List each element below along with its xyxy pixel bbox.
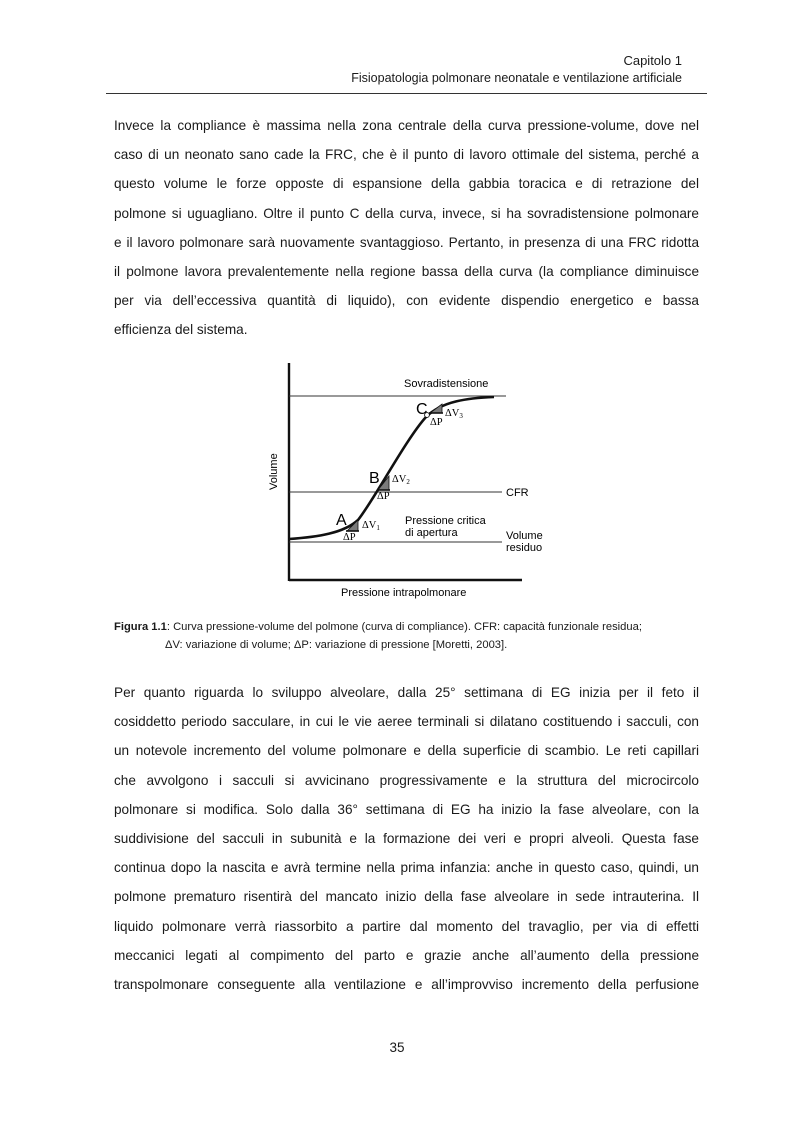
paragraph-alveolar-development [114,678,699,999]
paragraph-compliance [114,111,699,345]
text-line: transpolmonare conseguente alla ventilazione e all’improvviso incremento della perfusione [114,977,699,993]
volume-residuo-label-1: Volume [506,530,543,542]
point-c-label: C [416,401,428,418]
point-a-label: A [336,512,347,529]
chapter-subtitle: Fisiopatologia polmonare neonatale e ventilazione artificiale [351,71,682,85]
caption-label: Figura 1.1 [114,621,167,633]
cfr-label: CFR [506,487,529,499]
x-axis-label: Pressione intrapolmonare [341,587,467,599]
text-line: cosiddetto periodo sacculare, in cui le vie aeree terminali si dilatano costituendo i sacculi, con [114,714,699,730]
caption-line-1 [114,618,699,636]
compliance-curve-figure [258,353,543,603]
y-axis-label: Volume [268,453,280,490]
point-b-label: B [369,470,380,487]
page-number: 35 [389,1040,405,1055]
delta-v1-label: ΔV1 [362,520,380,532]
header-divider [106,93,707,94]
caption-line-2: ΔV: variazione di volume; ΔP: variazione di pressione [Moretti, 2003]. [165,639,508,651]
text-line: polmone prematuro risentirà del mancato inizio della fase alveolare in sede intrauterina. Il [114,889,699,905]
text-line: che avvolgono i sacculi si avvicinano progressivamente e la struttura del microcircolo [114,772,699,788]
text-line: meccanici legati al compimento del parto e grazie anche all’aumento della pressione [114,947,699,963]
text-line: Per quanto riguarda lo sviluppo alveolare, dalla 25° settimana di EG inizia per il feto il [114,685,699,700]
sovradistensione-label: Sovradistensione [404,378,489,390]
text-line: Invece la compliance è massima nella zona centrale della curva pressione-volume, dove nel [114,118,699,133]
text-line: liquido polmonare verrà riassorbito a partire dal momento del travaglio, per via di effetti [114,918,699,934]
text-line: caso di un neonato sano cade la FRC, che è il punto di lavoro ottimale del sistema, perché a [114,147,699,163]
delta-p2-label: ΔP [377,491,390,502]
text-line: polmonare si modifica. Solo dalla 36° settimana di EG ha inizio la fase alveolare, con la [114,801,699,817]
caption-text-1: : Curva pressione-volume del polmone (curva di compliance). CFR: capacità funzionale residua; [166,621,642,633]
delta-p1-label: ΔP [343,532,356,543]
text-line: continua dopo la nascita e avrà termine nella prima infanzia: anche in questo caso, quindi, un [114,860,699,876]
volume-residuo-label-2: residuo [506,542,543,554]
di-apertura-label: di apertura [405,527,458,539]
compliance-curve-diagram [258,353,543,603]
text-line: il polmone lavora prevalentemente nella regione bassa della curva (la compliance diminuisce [114,264,699,280]
text-line: un notevole incremento del volume polmonare e della superficie di scambio. Le reti capillari [114,743,699,759]
text-line: efficienza del sistema. [114,322,248,338]
delta-v3-label: ΔV3 [445,408,463,420]
chapter-heading: Capitolo 1 [623,53,682,68]
text-line: per via dell’eccessiva quantità di liquido), con evidente dispendio energetico e bassa [114,293,699,309]
text-line: questo volume le forze opposte di espansione della gabbia toracica e di retrazione del [114,176,699,192]
pressione-critica-label: Pressione critica [405,515,486,527]
text-line: polmone si uguagliano. Oltre il punto C della curva, invece, si ha sovradistensione polmonare [114,205,699,221]
text-line: e il lavoro polmonare sarà nuovamente svantaggioso. Pertanto, in presenza di una FRC ridotta [114,234,699,250]
delta-v2-label: ΔV2 [392,474,410,486]
figure-caption [114,618,699,654]
text-line: suddivisione del sacculi in subunità e la formazione dei veri e propri alveoli. Questa fase [114,831,699,847]
delta-p3-label: ΔP [430,417,443,428]
